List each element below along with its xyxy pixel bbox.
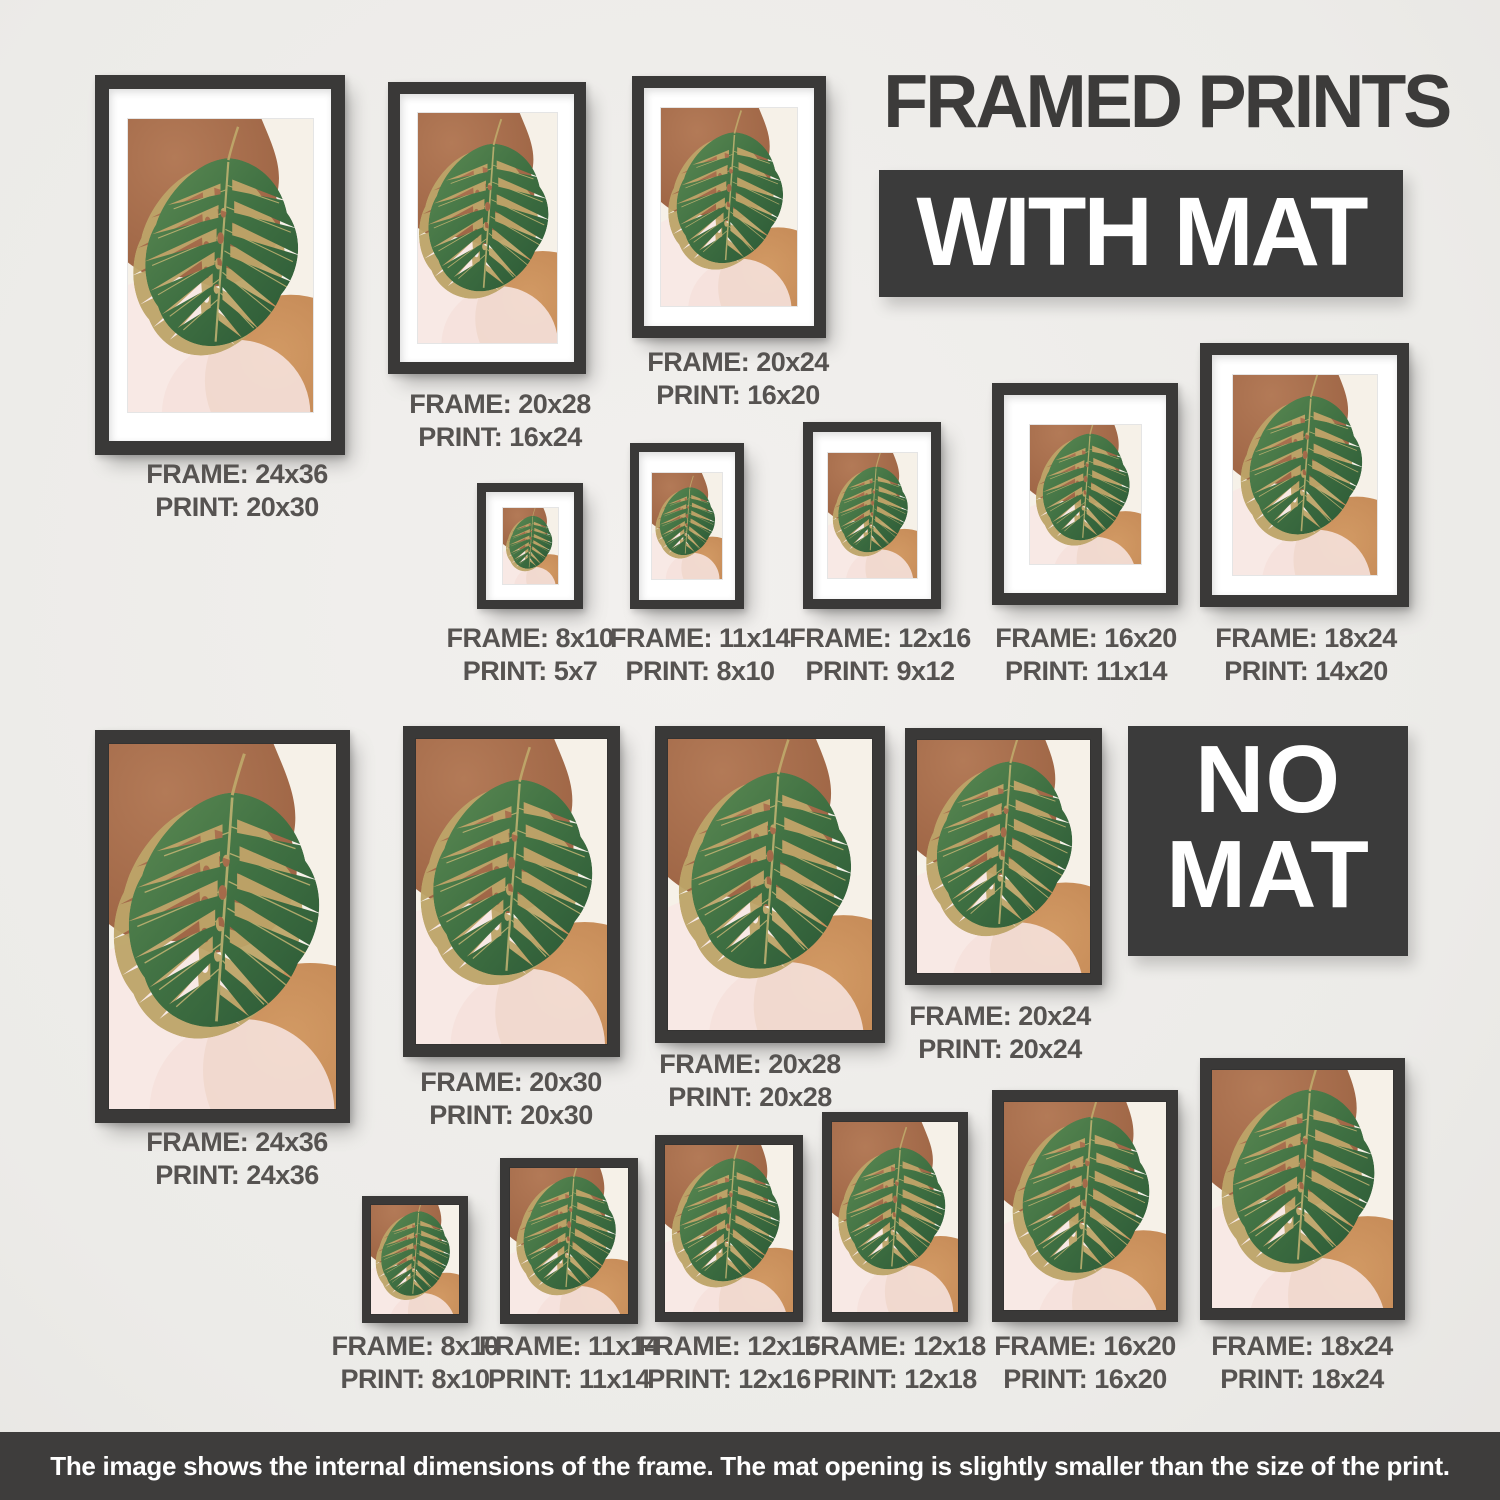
print-size-label: PRINT: 16x24 [418, 422, 582, 452]
monstera-print-art [668, 739, 872, 1030]
monstera-print-art [371, 1205, 459, 1314]
print-frame-no-mat-24x36 [95, 730, 350, 1123]
print-frame-no-mat-20x28 [655, 726, 885, 1043]
monstera-print-art [109, 744, 336, 1109]
monstera-print-art [128, 119, 313, 412]
print-opening [418, 113, 557, 343]
print-opening [661, 108, 797, 306]
size-label-with-mat-11x14 [610, 622, 790, 688]
monstera-print-art [418, 113, 557, 343]
size-label-no-mat-11x14 [479, 1330, 659, 1396]
print-size-label: PRINT: 11x14 [487, 1364, 651, 1394]
frame-size-label: FRAME: 18x24 [1211, 1331, 1393, 1361]
print-frame-no-mat-18x24 [1200, 1058, 1405, 1320]
monstera-print-art [1030, 425, 1141, 564]
print-size-label: PRINT: 11x14 [1004, 656, 1168, 686]
print-opening [665, 1145, 793, 1312]
size-label-with-mat-18x24 [1215, 622, 1397, 688]
size-label-with-mat-20x24 [647, 346, 829, 412]
size-label-with-mat-20x28 [409, 388, 591, 454]
monstera-print-art [510, 1168, 628, 1314]
print-size-label: PRINT: 18x24 [1220, 1364, 1384, 1394]
size-label-no-mat-20x30 [420, 1066, 602, 1132]
size-label-with-mat-16x20 [995, 622, 1177, 688]
print-opening [416, 739, 607, 1044]
print-size-label: PRINT: 16x20 [1003, 1364, 1167, 1394]
print-opening [832, 1122, 958, 1312]
page-title: FRAMED PRINTS [883, 59, 1450, 143]
print-size-label: PRINT: 20x24 [918, 1034, 1082, 1064]
print-size-label: PRINT: 9x12 [805, 656, 955, 686]
frame-size-label: FRAME: 16x20 [995, 623, 1177, 653]
frame-size-label: FRAME: 20x24 [647, 347, 829, 377]
no-mat-banner-line2: MAT [1166, 821, 1370, 929]
print-frame-with-mat-24x36 [95, 75, 345, 455]
no-mat-banner-line1: NO [1195, 726, 1341, 833]
with-mat-banner [879, 170, 1403, 297]
print-opening [128, 119, 313, 412]
print-size-label: PRINT: 24x36 [155, 1160, 319, 1190]
print-opening [503, 508, 558, 584]
print-size-label: PRINT: 8x10 [340, 1364, 490, 1394]
size-label-no-mat-20x24 [909, 1000, 1091, 1066]
monstera-print-art [652, 473, 722, 579]
monstera-print-art [1004, 1102, 1166, 1310]
frame-size-label: FRAME: 11x14 [609, 623, 791, 653]
monstera-print-art [661, 108, 797, 306]
print-size-label: PRINT: 20x30 [429, 1100, 593, 1130]
print-frame-with-mat-16x20 [992, 383, 1178, 605]
frame-size-label: FRAME: 20x24 [909, 1001, 1091, 1031]
print-frame-no-mat-20x30 [403, 726, 620, 1057]
no-mat-banner [1128, 726, 1408, 956]
print-frame-with-mat-8x10 [477, 483, 583, 609]
monstera-print-art [1212, 1070, 1393, 1308]
print-frame-no-mat-16x20 [992, 1090, 1178, 1322]
frame-size-label: FRAME: 12x18 [804, 1331, 986, 1361]
frame-size-label: FRAME: 20x28 [659, 1049, 841, 1079]
print-size-label: PRINT: 20x30 [155, 492, 319, 522]
print-size-label: PRINT: 12x16 [647, 1364, 811, 1394]
print-frame-with-mat-12x16 [803, 422, 941, 609]
size-label-with-mat-12x16 [789, 622, 971, 688]
print-frame-with-mat-20x24 [632, 76, 826, 338]
print-opening [1030, 425, 1141, 564]
size-label-no-mat-18x24 [1211, 1330, 1393, 1396]
print-opening [652, 473, 722, 579]
frame-size-label: FRAME: 16x20 [994, 1331, 1176, 1361]
print-size-label: PRINT: 8x10 [625, 656, 775, 686]
print-opening [109, 744, 336, 1109]
print-opening [668, 739, 872, 1030]
print-opening [510, 1168, 628, 1314]
frame-size-label: FRAME: 24x36 [146, 1127, 328, 1157]
frame-size-label: FRAME: 8x10 [331, 1331, 499, 1361]
frame-size-label: FRAME: 11x14 [478, 1331, 660, 1361]
print-frame-no-mat-12x16 [655, 1135, 803, 1322]
print-opening [828, 453, 917, 578]
print-frame-with-mat-20x28 [388, 82, 586, 374]
print-frame-no-mat-20x24 [905, 728, 1102, 985]
size-label-no-mat-12x18 [804, 1330, 986, 1396]
print-opening [917, 740, 1090, 973]
size-label-no-mat-24x36 [146, 1126, 328, 1192]
monstera-print-art [832, 1122, 958, 1312]
print-size-label: PRINT: 5x7 [462, 656, 598, 686]
monstera-print-art [1233, 375, 1377, 575]
monstera-print-art [416, 739, 607, 1044]
monstera-print-art [917, 740, 1090, 973]
size-label-with-mat-24x36 [146, 458, 328, 524]
print-frame-no-mat-11x14 [500, 1158, 638, 1324]
print-size-label: PRINT: 20x28 [668, 1082, 832, 1112]
print-opening [1212, 1070, 1393, 1308]
frame-size-label: FRAME: 24x36 [146, 459, 328, 489]
frame-size-label: FRAME: 12x16 [638, 1331, 820, 1361]
monstera-print-art [503, 508, 558, 584]
print-frame-no-mat-8x10 [362, 1196, 468, 1323]
frame-size-label: FRAME: 8x10 [446, 623, 614, 653]
footer-disclaimer-text: The image shows the internal dimensions of the frame. The mat opening is slightly smaller than the size of the print. [50, 1450, 1450, 1481]
print-frame-with-mat-11x14 [630, 443, 744, 609]
monstera-print-art [828, 453, 917, 578]
print-size-label: PRINT: 16x20 [656, 380, 820, 410]
size-label-no-mat-20x28 [659, 1048, 841, 1114]
print-frame-with-mat-18x24 [1200, 343, 1409, 607]
print-frame-no-mat-12x18 [822, 1112, 968, 1322]
size-label-with-mat-8x10 [446, 622, 613, 688]
monstera-print-art [665, 1145, 793, 1312]
frame-size-label: FRAME: 12x16 [789, 623, 971, 653]
frame-size-label: FRAME: 20x28 [409, 389, 591, 419]
print-size-label: PRINT: 12x18 [813, 1364, 977, 1394]
with-mat-banner-label: WITH MAT [916, 177, 1366, 286]
frame-size-label: FRAME: 18x24 [1215, 623, 1397, 653]
size-label-no-mat-12x16 [638, 1330, 820, 1396]
print-opening [1233, 375, 1377, 575]
footer-disclaimer-bar [0, 1432, 1500, 1500]
print-opening [371, 1205, 459, 1314]
size-label-no-mat-8x10 [331, 1330, 498, 1396]
print-opening [1004, 1102, 1166, 1310]
print-size-label: PRINT: 14x20 [1224, 656, 1388, 686]
size-label-no-mat-16x20 [994, 1330, 1176, 1396]
frame-size-label: FRAME: 20x30 [420, 1067, 602, 1097]
